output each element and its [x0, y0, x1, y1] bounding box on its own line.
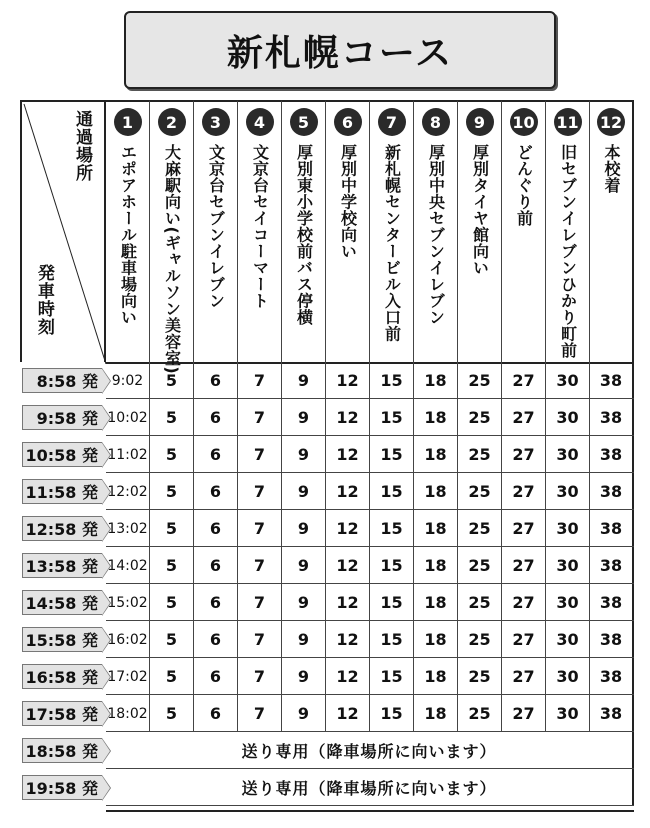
time-cell: 27	[502, 658, 546, 695]
time-cell: 38	[590, 658, 634, 695]
time-cell: 10:02	[106, 399, 150, 436]
time-cell: 27	[502, 621, 546, 658]
time-cell: 18	[414, 547, 458, 584]
stop-header-3	[194, 100, 238, 362]
table-row	[20, 473, 634, 510]
time-cell: 25	[458, 658, 502, 695]
time-cell: 9	[282, 584, 326, 621]
time-cell: 25	[458, 584, 502, 621]
stop-number-badge: 2	[158, 108, 186, 136]
departure-time: 10:58 発	[22, 442, 102, 467]
time-cell: 27	[502, 399, 546, 436]
time-cell: 30	[546, 695, 590, 732]
time-cell: 18	[414, 621, 458, 658]
time-cell: 5	[150, 547, 194, 584]
passing-place-label: 通過場所	[72, 110, 92, 182]
time-cell: 27	[502, 584, 546, 621]
time-cell: 9	[282, 658, 326, 695]
stop-number-badge: 10	[510, 108, 538, 136]
page-title: 新札幌コース	[226, 32, 454, 74]
time-cell: 15	[370, 695, 414, 732]
time-cell: 30	[546, 362, 590, 399]
time-cell: 5	[150, 510, 194, 547]
time-cell: 25	[458, 436, 502, 473]
time-cell: 38	[590, 621, 634, 658]
stop-header-5	[282, 100, 326, 362]
time-cell: 38	[590, 399, 634, 436]
time-cell: 12	[326, 584, 370, 621]
stop-header-12	[590, 100, 634, 362]
time-cell: 30	[546, 510, 590, 547]
time-cell: 38	[590, 436, 634, 473]
time-cell: 6	[194, 658, 238, 695]
time-cell: 25	[458, 473, 502, 510]
time-cell: 12	[326, 695, 370, 732]
time-cell: 30	[546, 399, 590, 436]
time-cell: 30	[546, 436, 590, 473]
dropoff-only-note: 送り専用（降車場所に向います）	[106, 769, 634, 806]
time-cell: 7	[238, 621, 282, 658]
time-cell: 18	[414, 473, 458, 510]
stop-number-badge: 5	[290, 108, 318, 136]
stop-number-badge: 4	[246, 108, 274, 136]
time-cell: 7	[238, 658, 282, 695]
time-cell: 12:02	[106, 473, 150, 510]
table-row	[20, 621, 634, 658]
departure-time-label: 発車時刻	[33, 264, 54, 336]
table-row	[20, 732, 634, 769]
stop-number-badge: 9	[466, 108, 494, 136]
time-cell: 7	[238, 362, 282, 399]
time-cell: 27	[502, 695, 546, 732]
departure-time: 19:58 発	[22, 775, 102, 800]
stop-name: 厚別中央セブンイレブン	[426, 144, 446, 326]
stop-header-11	[546, 100, 590, 362]
time-cell: 15:02	[106, 584, 150, 621]
time-cell: 9	[282, 547, 326, 584]
time-cell: 25	[458, 547, 502, 584]
time-cell: 5	[150, 584, 194, 621]
departure-time: 8:58 発	[22, 368, 102, 393]
stop-name: 厚別中学校向い	[338, 144, 358, 260]
time-cell: 25	[458, 399, 502, 436]
time-cell: 27	[502, 473, 546, 510]
time-cell: 30	[546, 473, 590, 510]
stop-number-badge: 8	[422, 108, 450, 136]
stop-number-badge: 7	[378, 108, 406, 136]
time-cell: 6	[194, 436, 238, 473]
stop-name: エポアホール駐車場向い	[118, 144, 138, 326]
stop-name: 旧セブンイレブンひかり町前	[558, 144, 578, 359]
header-corner	[20, 100, 106, 362]
time-cell: 38	[590, 584, 634, 621]
departure-time: 11:58 発	[22, 479, 102, 504]
time-cell: 5	[150, 621, 194, 658]
time-cell: 12	[326, 436, 370, 473]
time-cell: 6	[194, 362, 238, 399]
time-cell: 18	[414, 362, 458, 399]
time-cell: 15	[370, 473, 414, 510]
time-cell: 5	[150, 362, 194, 399]
table-row	[20, 362, 634, 399]
stop-header-9	[458, 100, 502, 362]
time-cell: 7	[238, 510, 282, 547]
time-cell: 6	[194, 399, 238, 436]
time-cell: 12	[326, 362, 370, 399]
time-cell: 38	[590, 695, 634, 732]
table-row	[20, 547, 634, 584]
timetable	[20, 100, 634, 812]
stop-name: 大麻駅向い(ギャルソン美容室)	[162, 144, 182, 375]
time-cell: 9:02	[106, 362, 150, 399]
table-row	[20, 510, 634, 547]
time-cell: 15	[370, 658, 414, 695]
time-cell: 5	[150, 658, 194, 695]
time-cell: 5	[150, 436, 194, 473]
time-cell: 9	[282, 695, 326, 732]
time-cell: 38	[590, 510, 634, 547]
departure-time: 13:58 発	[22, 553, 102, 578]
time-cell: 18	[414, 399, 458, 436]
table-row	[20, 695, 634, 732]
time-cell: 27	[502, 436, 546, 473]
stop-header-2	[150, 100, 194, 375]
stop-header-7	[370, 100, 414, 362]
stop-name: 文京台セイコーマート	[250, 144, 270, 309]
time-cell: 25	[458, 362, 502, 399]
time-cell: 15	[370, 399, 414, 436]
time-cell: 9	[282, 621, 326, 658]
time-cell: 30	[546, 658, 590, 695]
time-cell: 30	[546, 621, 590, 658]
time-cell: 18	[414, 510, 458, 547]
time-cell: 15	[370, 584, 414, 621]
departure-time: 9:58 発	[22, 405, 102, 430]
time-cell: 18:02	[106, 695, 150, 732]
time-cell: 13:02	[106, 510, 150, 547]
stop-name: 厚別東小学校前バス停横	[294, 144, 314, 326]
time-cell: 6	[194, 584, 238, 621]
time-cell: 15	[370, 362, 414, 399]
table-row	[20, 584, 634, 621]
time-cell: 12	[326, 621, 370, 658]
time-cell: 6	[194, 510, 238, 547]
time-cell: 11:02	[106, 436, 150, 473]
stop-name: 文京台セブンイレブン	[206, 144, 226, 309]
stop-name: どんぐり前	[514, 144, 534, 227]
time-cell: 7	[238, 695, 282, 732]
time-cell: 12	[326, 399, 370, 436]
time-cell: 12	[326, 547, 370, 584]
time-cell: 27	[502, 362, 546, 399]
time-cell: 7	[238, 436, 282, 473]
departure-time: 17:58 発	[22, 701, 102, 726]
time-cell: 5	[150, 399, 194, 436]
time-cell: 38	[590, 473, 634, 510]
time-cell: 38	[590, 362, 634, 399]
departure-time: 16:58 発	[22, 664, 102, 689]
time-cell: 7	[238, 547, 282, 584]
stop-number-badge: 12	[597, 108, 625, 136]
time-cell: 15	[370, 547, 414, 584]
stop-number-badge: 6	[334, 108, 362, 136]
time-cell: 6	[194, 547, 238, 584]
time-cell: 25	[458, 695, 502, 732]
title-box	[124, 11, 556, 89]
table-row	[20, 769, 634, 806]
time-cell: 7	[238, 399, 282, 436]
stop-name: 新札幌センタービル入口前	[382, 144, 402, 342]
dropoff-only-note: 送り専用（降車場所に向います）	[106, 732, 634, 769]
table-row	[20, 399, 634, 436]
time-cell: 7	[238, 473, 282, 510]
stop-name: 本校着	[602, 144, 621, 194]
time-cell: 9	[282, 473, 326, 510]
time-cell: 27	[502, 547, 546, 584]
stop-name: 厚別タイヤ館向い	[470, 144, 490, 276]
time-cell: 15	[370, 436, 414, 473]
time-cell: 38	[590, 547, 634, 584]
table-row	[20, 436, 634, 473]
stop-header-6	[326, 100, 370, 362]
time-cell: 18	[414, 584, 458, 621]
time-cell: 27	[502, 510, 546, 547]
time-cell: 17:02	[106, 658, 150, 695]
time-cell: 6	[194, 621, 238, 658]
time-cell: 12	[326, 510, 370, 547]
departure-time: 12:58 発	[22, 516, 102, 541]
time-cell: 15	[370, 510, 414, 547]
time-cell: 18	[414, 695, 458, 732]
time-cell: 7	[238, 584, 282, 621]
time-cell: 5	[150, 695, 194, 732]
time-cell: 25	[458, 621, 502, 658]
departure-time: 15:58 発	[22, 627, 102, 652]
time-cell: 12	[326, 658, 370, 695]
departure-time: 18:58 発	[22, 738, 102, 763]
time-cell: 9	[282, 510, 326, 547]
stop-header-8	[414, 100, 458, 362]
row-divider	[106, 805, 634, 806]
time-cell: 9	[282, 436, 326, 473]
time-cell: 12	[326, 473, 370, 510]
time-cell: 9	[282, 399, 326, 436]
stop-number-badge: 1	[114, 108, 142, 136]
table-row	[20, 658, 634, 695]
time-cell: 6	[194, 695, 238, 732]
time-cell: 30	[546, 547, 590, 584]
time-cell: 9	[282, 362, 326, 399]
stop-header-4	[238, 100, 282, 362]
time-cell: 18	[414, 436, 458, 473]
time-cell: 25	[458, 510, 502, 547]
stop-number-badge: 11	[554, 108, 582, 136]
stop-header-10	[502, 100, 546, 362]
time-cell: 16:02	[106, 621, 150, 658]
stop-number-badge: 3	[202, 108, 230, 136]
time-cell: 6	[194, 473, 238, 510]
time-cell: 30	[546, 584, 590, 621]
time-cell: 14:02	[106, 547, 150, 584]
time-cell: 18	[414, 658, 458, 695]
departure-time: 14:58 発	[22, 590, 102, 615]
time-cell: 5	[150, 473, 194, 510]
time-cell: 15	[370, 621, 414, 658]
stop-header-1	[106, 100, 150, 362]
